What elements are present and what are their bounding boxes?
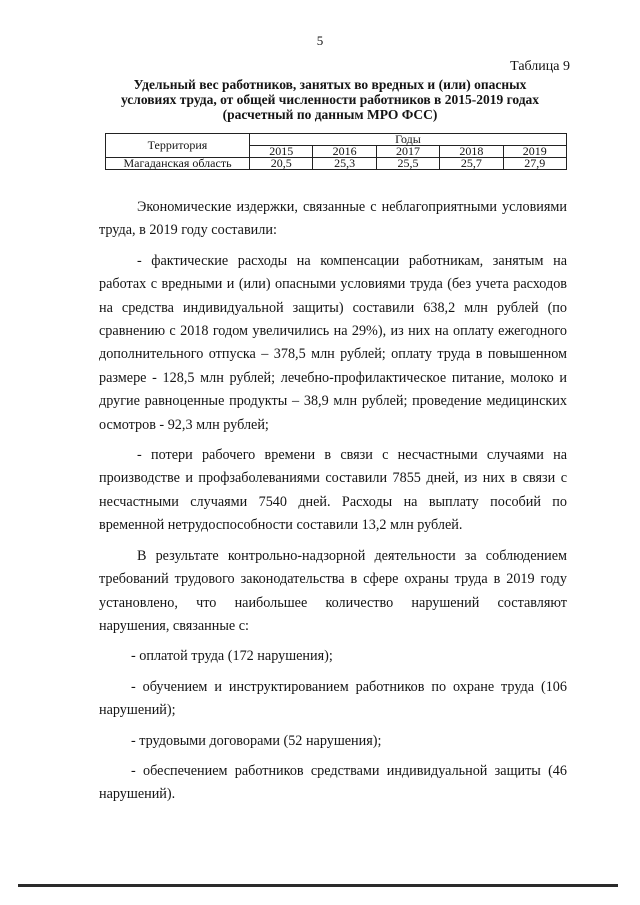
paragraph-intro: Экономические издержки, связанные с неблагоприятными условиями труда, в 2019 году составили: <box>99 199 567 239</box>
value-cell: 25,5 <box>376 158 439 170</box>
data-table <box>105 133 567 170</box>
year-cell: 2016 <box>313 146 376 158</box>
value-cell: 20,5 <box>250 158 313 170</box>
table-label: Таблица 9 <box>510 59 570 74</box>
list-item: - обеспечением работников средствами индивидуальной защиты (46 нарушений). <box>99 762 567 803</box>
title-line: условиях труда, от общей численности работников в 2015-2019 годах <box>120 92 540 107</box>
value-cell: 25,3 <box>313 158 376 170</box>
paragraph-inspection: В результате контрольно-надзорной деятельности за соблюдением требований трудового законодательства в сфере охраны труда в 2019 году установлено, что наибольшее количество нарушений составляют нарушения, связанные с: <box>99 547 567 634</box>
value-cell: 25,7 <box>440 158 503 170</box>
paragraph-compensation: - фактические расходы на компенсации работникам, занятым на работах с вредными и (или) опасными условиями труда (без учета расходов на средства индивидуальной защиты) составили 638,2 млн рублей (по сравнению с 2018 годом увеличились на 29%), из них на оплату ежегодного дополнительного отпуска – 378,5 млн рублей; оплату труда в повышенном размере - 128,5 млн рублей; лечебно-профилактическое питание, молоко и другие равноценные продукты – 38,9 млн рублей; проведение медицинских осмотров - 92,3 млн рублей; <box>99 252 567 433</box>
table-title <box>100 77 560 122</box>
footer-divider <box>18 884 618 887</box>
body-text <box>99 196 567 814</box>
year-cell: 2015 <box>250 146 313 158</box>
year-cell: 2018 <box>440 146 503 158</box>
value-cell: 27,9 <box>503 158 566 170</box>
page-number: 5 <box>316 33 324 48</box>
table-row <box>106 158 567 170</box>
years-header: Годы <box>250 134 567 146</box>
list-item: - оплатой труда (172 нарушения); <box>131 648 333 665</box>
list-item: - обучением и инструктированием работников по охране труда (106 нарушений); <box>99 678 567 719</box>
year-cell: 2019 <box>503 146 566 158</box>
year-cell: 2017 <box>376 146 439 158</box>
title-line: (расчетный по данным МРО ФСС) <box>222 107 438 122</box>
paragraph-time-loss: - потери рабочего времени в связи с несчастными случаями на производстве и профзаболеваниями составили 7855 дней, из них в связи с несчастными случаями 7540 дней. Расходы на выплату пособий по временной нетрудоспособности составили 13,2 млн рублей. <box>99 447 567 534</box>
title-line: Удельный вес работников, занятых во вредных и (или) опасных <box>133 77 527 92</box>
territory-header: Территория <box>106 134 250 158</box>
territory-cell: Магаданская область <box>106 158 250 170</box>
list-item: - трудовыми договорами (52 нарушения); <box>131 732 382 749</box>
